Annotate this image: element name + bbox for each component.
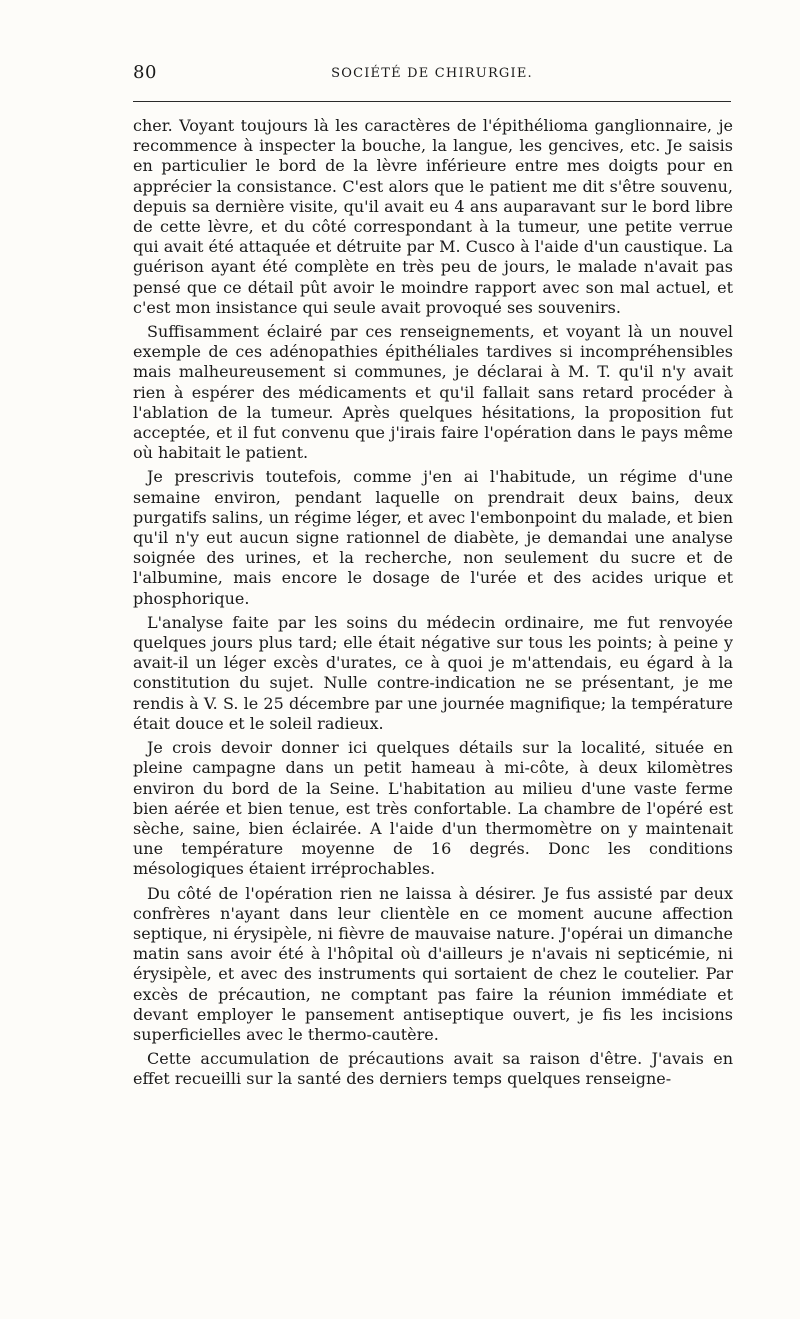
paragraph: L'analyse faite par les soins du médecin ordinaire, me fut renvoyée quelques jours plus tard; elle était négative sur tous les points; à peine y avait-il un léger excès d'urates, ce à quoi je m'attendais, eu égard à la constitution du sujet. Nulle contre-indication ne se présentant, je me rendis à V. S. le 25 décembre par une journée magnifique; la température était douce et le soleil radieux.	[133, 612, 733, 733]
paragraph-continuation: cher. Voyant toujours là les caractères de l'épithélioma ganglionnaire, je recommence à inspecter la bouche, la langue, les gencives, etc. Je saisis en particulier le bord de la lèvre inférieure entre mes doigts pour en apprécier la consistance. C'est alors que le patient me dit s'être souvenu, depuis sa dernière visite, qu'il avait eu 4 ans auparavant sur le bord libre de cette lèvre, et du côté correspondant à la tumeur, une petite verrue qui avait été attaquée et détruite par M. Cusco à l'aide d'un caustique. La guérison ayant été complète en très peu de jours, le malade n'avait pas pensé que ce détail pût avoir le moindre rapport avec son mal actuel, et c'est mon insistance qui seule avait provoqué ses souvenirs.	[133, 116, 733, 317]
header-rule	[133, 101, 731, 102]
paragraph: Suffisamment éclairé par ces renseignements, et voyant là un nouvel exemple de ces adénopathies épithéliales tardives si incompréhensibles mais malheureusement si communes, je déclarai à M. T. qu'il n'y avait rien à espérer des médicaments et qu'il fallait sans retard procéder à l'ablation de la tumeur. Après quelques hésitations, la proposition fut acceptée, et il fut convenu que j'irais faire l'opération dans le pays même où habitait le patient.	[133, 322, 733, 463]
paragraph: Je crois devoir donner ici quelques détails sur la localité, située en pleine campagne dans un petit hameau à mi-côte, à deux kilomètres environ du bord de la Seine. L'habitation au milieu d'une vaste ferme bien aérée et bien tenue, est très confortable. La chambre de l'opéré est sèche, saine, bien éclairée. A l'aide d'un thermomètre on y maintenait une température moyenne de 16 degrés. Donc les conditions mésologiques étaient irréprochables.	[133, 738, 733, 879]
page-body	[133, 116, 733, 1094]
paragraph: Du côté de l'opération rien ne laissa à désirer. Je fus assisté par deux confrères n'ayant dans leur clientèle en ce moment aucune affection septique, ni érysipèle, ni fièvre de mauvaise nature. J'opérai un dimanche matin sans avoir été à l'hôpital où d'ailleurs je n'avais ni septicémie, ni érysipèle, et avec des instruments qui sortaient de chez le coutelier. Par excès de précaution, ne comptant pas faire la réunion immédiate et devant employer le pansement antiseptique ouvert, je fis les incisions superficielles avec le thermo-cautère.	[133, 883, 733, 1044]
page-header	[133, 62, 731, 92]
paragraph: Je prescrivis toutefois, comme j'en ai l'habitude, un régime d'une semaine environ, pendant laquelle on prendrait deux bains, deux purgatifs salins, un régime léger, et avec l'embonpoint du malade, et bien qu'il n'y eut aucun signe rationnel de diabète, je demandai une analyse soignée des urines, et la recherche, non seulement du sucre et de l'albumine, mais encore le dosage de l'urée et des acides urique et phosphorique.	[133, 467, 733, 608]
paragraph: Cette accumulation de précautions avait sa raison d'être. J'avais en effet recueilli sur la santé des derniers temps quelques renseigne-	[133, 1049, 733, 1089]
running-title: SOCIÉTÉ DE CHIRURGIE.	[331, 66, 533, 81]
page-number: 80	[133, 62, 157, 83]
